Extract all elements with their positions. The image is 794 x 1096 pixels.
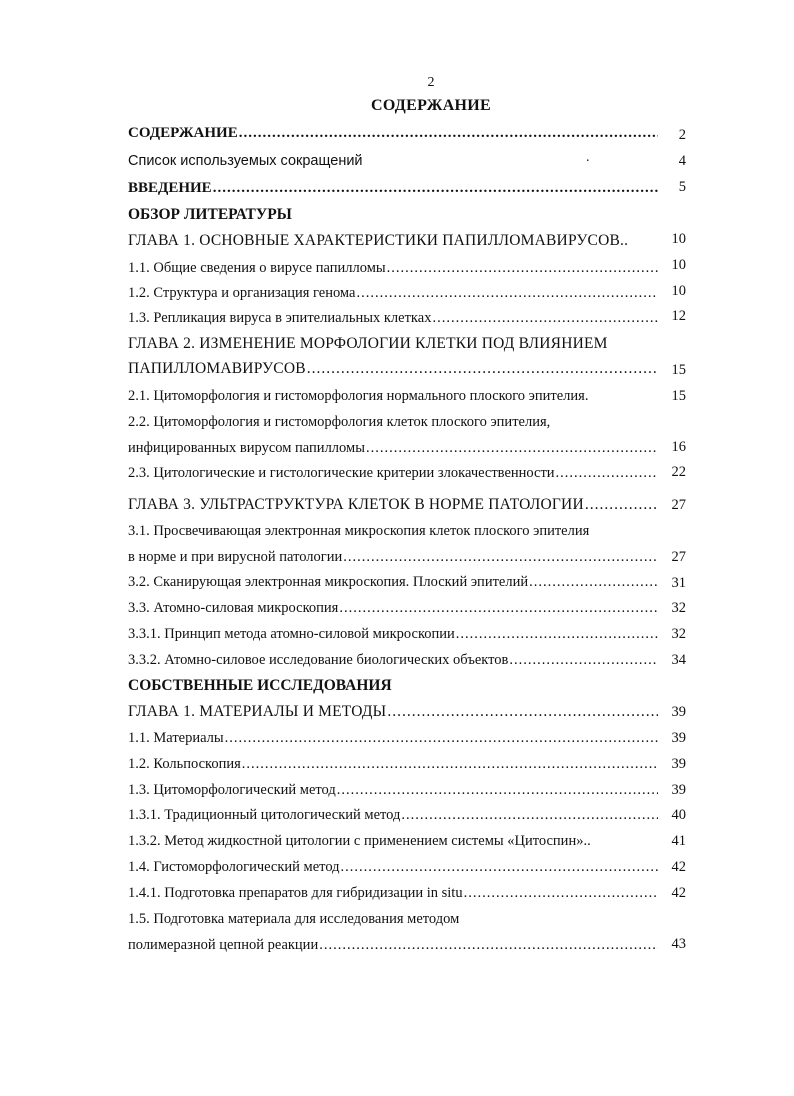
toc-page-number: 16 [671,439,686,455]
toc-page-number: 15 [671,362,686,378]
toc-entry-title: 1.1. Общие сведения о вирусе папилломы [128,260,386,276]
toc-entry-title: 2.1. Цитоморфология и гистоморфология нормального плоского эпителия. [128,388,589,404]
toc-page-number: 39 [671,782,686,798]
leader-dots [387,259,658,277]
leader-dots [509,651,658,669]
toc-entry-title: ГЛАВА 1. МАТЕРИАЛЫ И МЕТОДЫ [128,703,387,720]
toc-entry[interactable] [128,625,658,645]
toc-entry[interactable] [128,781,658,801]
toc-entry[interactable] [128,832,658,852]
toc-entry[interactable] [128,806,658,826]
toc-entry[interactable] [128,755,658,775]
toc-entry-title: полимеразной цепной реакции [128,937,319,953]
toc-entry[interactable] [128,496,658,516]
toc-page-number: 31 [671,575,686,591]
toc-page-number: 10 [671,231,686,247]
page-title: СОДЕРЖАНИЕ [370,97,492,114]
leader-dots [337,781,658,799]
toc-page-number: 39 [671,756,686,772]
leader-dots [366,439,658,457]
toc-entry-title: Список используемых сокращений [128,153,363,169]
toc-page-number: 39 [671,704,686,720]
leader-dots [401,806,658,824]
toc-entry[interactable] [128,464,658,484]
stray-dot: . [586,150,590,165]
leader-dots [225,729,658,747]
toc-entry-title: 3.1. Просвечивающая электронная микроскопия клеток плоского эпителия [128,523,590,539]
toc-entry[interactable] [128,729,658,749]
toc-page-number: 22 [671,464,686,480]
toc-page-number: 15 [671,388,686,404]
toc-entry-title: 1.4. Гистоморфологический метод [128,859,340,875]
toc-entry-title: ГЛАВА 2. ИЗМЕНЕНИЕ МОРФОЛОГИИ КЛЕТКИ ПОД ВЛИЯНИЕМ [128,335,608,352]
toc-entry[interactable] [128,309,658,329]
toc-entry[interactable] [128,936,658,956]
toc-entry-title: инфицированных вирусом папилломы [128,440,365,456]
toc-page-number: 27 [671,497,686,513]
toc-entry[interactable] [128,548,658,568]
toc-page-number: 5 [678,179,686,195]
toc-page-number: 4 [678,153,686,169]
toc-entry[interactable] [128,884,658,904]
toc-page-number: 10 [671,257,686,273]
toc-entry-title: 3.3.2. Атомно-силовое исследование биологических объектов [128,652,509,668]
toc-entry-title: ГЛАВА 3. УЛЬТРАСТРУКТУРА КЛЕТОК В НОРМЕ ПАТОЛОГИИ [128,496,584,513]
leader-dots [585,496,658,514]
leader-dots [319,936,658,954]
toc-entry-title: 1.5. Подготовка материала для исследования методом [128,911,460,927]
toc-page-number: 40 [671,807,686,823]
toc-entry-title: 1.2. Структура и организация генома [128,285,356,301]
toc-page-number: 32 [671,626,686,642]
page-number: 2 [427,75,435,90]
leader-dots [432,309,658,327]
leader-dots [387,703,658,721]
toc-entry-title: 1.3.2. Метод жидкостной цитологии с применением системы «Цитоспин».. [128,833,591,849]
toc-entry-title: 1.3. Цитоморфологический метод [128,782,336,798]
toc-entry-title: ВВЕДЕНИЕ [128,180,212,196]
leader-dots [339,599,658,617]
toc-page-number: 42 [671,859,686,875]
toc-entry[interactable] [128,599,658,619]
toc-page-number: 2 [678,127,686,143]
leader-dots [456,625,658,643]
toc-entry[interactable] [128,858,658,878]
toc-entry[interactable] [128,152,658,172]
toc-page-number: 42 [671,885,686,901]
toc-entry-title: 1.4.1. Подготовка препаратов для гибридизации in situ [128,885,463,901]
leader-dots [356,284,658,302]
toc-entry-title: 1.3. Репликация вируса в эпителиальных клетках [128,310,432,326]
toc-entry[interactable] [128,651,658,671]
toc-entry-title: 3.2. Сканирующая электронная микроскопия. Плоский эпителий [128,574,529,590]
section-title: СОБСТВЕННЫЕ ИССЛЕДОВАНИЯ [128,677,392,694]
toc-entry-title: в норме и при вирусной патологии [128,549,343,565]
toc-entry[interactable] [128,387,658,407]
toc-page-number: 39 [671,730,686,746]
toc-page-number: 43 [671,936,686,952]
toc-entry[interactable] [128,573,658,593]
toc-page-number: 32 [671,600,686,616]
toc-page-number: 34 [671,652,686,668]
leader-dots [556,464,658,482]
toc-entry[interactable] [128,259,658,279]
toc-entry-title: 1.1. Материалы [128,730,224,746]
toc-entry-title: 3.3.1. Принцип метода атомно-силовой микроскопии [128,626,455,642]
leader-dots [464,884,658,902]
toc-entry[interactable] [128,232,658,252]
toc-entry-title: ГЛАВА 1. ОСНОВНЫЕ ХАРАКТЕРИСТИКИ ПАПИЛЛОМАВИРУСОВ.. [128,232,629,249]
toc-entry[interactable] [128,124,658,144]
toc-entry-title: СОДЕРЖАНИЕ [128,125,238,141]
toc-entry-title: 1.3.1. Традиционный цитологический метод [128,807,401,823]
toc-entry[interactable] [128,703,658,723]
leader-dots [529,573,658,591]
toc-entry-title: 3.3. Атомно-силовая микроскопия [128,600,339,616]
toc-entry[interactable] [128,284,658,304]
section-title: ОБЗОР ЛИТЕРАТУРЫ [128,206,292,223]
leader-dots [242,755,658,773]
leader-dots [213,179,658,197]
toc-page-number: 41 [671,833,686,849]
toc-entry-title: 1.2. Кольпоскопия [128,756,241,772]
toc-page-number: 27 [671,549,686,565]
leader-dots [343,548,658,566]
toc-page-number: 10 [671,283,686,299]
toc-entry-title: ПАПИЛЛОМАВИРУСОВ [128,360,306,377]
toc-page-number: 12 [671,308,686,324]
toc-entry-title: 2.2. Цитоморфология и гистоморфология клеток плоского эпителия, [128,414,551,430]
leader-dots [307,360,658,378]
toc-entry[interactable] [128,179,658,199]
toc-entry-title: 2.3. Цитологические и гистологические критерии злокачественности [128,465,555,481]
leader-dots [239,124,658,142]
toc-entry[interactable] [128,439,658,459]
leader-dots [341,858,658,876]
toc-entry[interactable] [128,360,658,380]
